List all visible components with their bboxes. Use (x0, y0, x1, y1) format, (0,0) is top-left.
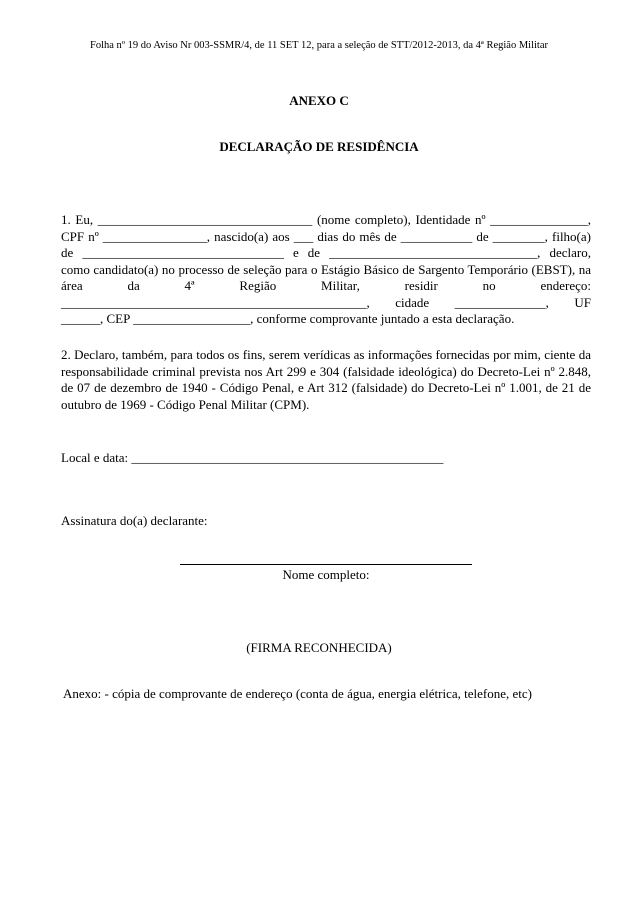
signature-label: Assinatura do(a) declarante: (61, 513, 208, 528)
declaration-title: DECLARAÇÃO DE RESIDÊNCIA (219, 139, 419, 154)
paragraph-2-line: de 07 de dezembro de 1940 - Código Penal, e Art 312 (falsidade) do Decreto-Lei nº 1.001, de 21 de (61, 380, 591, 395)
paragraph-1-line: como candidato(a) no processo de seleção para o Estágio Básico de Sargento Temporário (EBST), na (61, 261, 591, 277)
paragraph-2-line: outubro de 1969 - Código Penal Militar (CPM). (61, 396, 310, 412)
notarized-signature-note: (FIRMA RECONHECIDA) (246, 640, 392, 655)
paragraph-2-line: 2. Declaro, também, para todos os fins, serem verídicas as informações fornecidas por mim, ciente da (61, 347, 591, 362)
annex-title: ANEXO C (289, 93, 349, 108)
paragraph-1-line: ______, CEP __________________, conforme comprovante juntado a esta declaração. (61, 311, 515, 326)
paragraph-2-line: responsabilidade criminal prevista nos Art 299 e 304 (falsidade ideológica) do Decreto-Lei nº 2.848, (61, 363, 591, 379)
full-name-label: Nome completo: (282, 567, 370, 582)
local-data-field: Local e data: ________________________________________________ (61, 450, 444, 465)
paragraph-1 (61, 212, 591, 328)
paragraph-1-line: _______________________________________________, cidade ______________, UF (61, 294, 591, 310)
page-header: Folha nº 19 do Aviso Nr 003-SSMR/4, de 11 SET 12, para a seleção de STT/2012-2013, da 4ª Região Militar (90, 40, 548, 51)
paragraph-1-line: 1. Eu, _________________________________ (nome completo), Identidade nº _______________, (61, 212, 591, 227)
paragraph-1-line: área da 4ª Região Militar, residir no endereço: (61, 278, 591, 293)
paragraph-2 (61, 347, 591, 413)
signature-line (180, 564, 472, 565)
attachment-note: Anexo: - cópia de comprovante de endereço (conta de água, energia elétrica, telefone, etc) (63, 686, 532, 701)
paragraph-1-line: CPF nº ________________, nascido(a) aos ___ dias do mês de ___________ de ________, filho(a) (61, 228, 591, 244)
paragraph-1-line: de _______________________________ e de ________________________________, declaro, (61, 245, 591, 260)
